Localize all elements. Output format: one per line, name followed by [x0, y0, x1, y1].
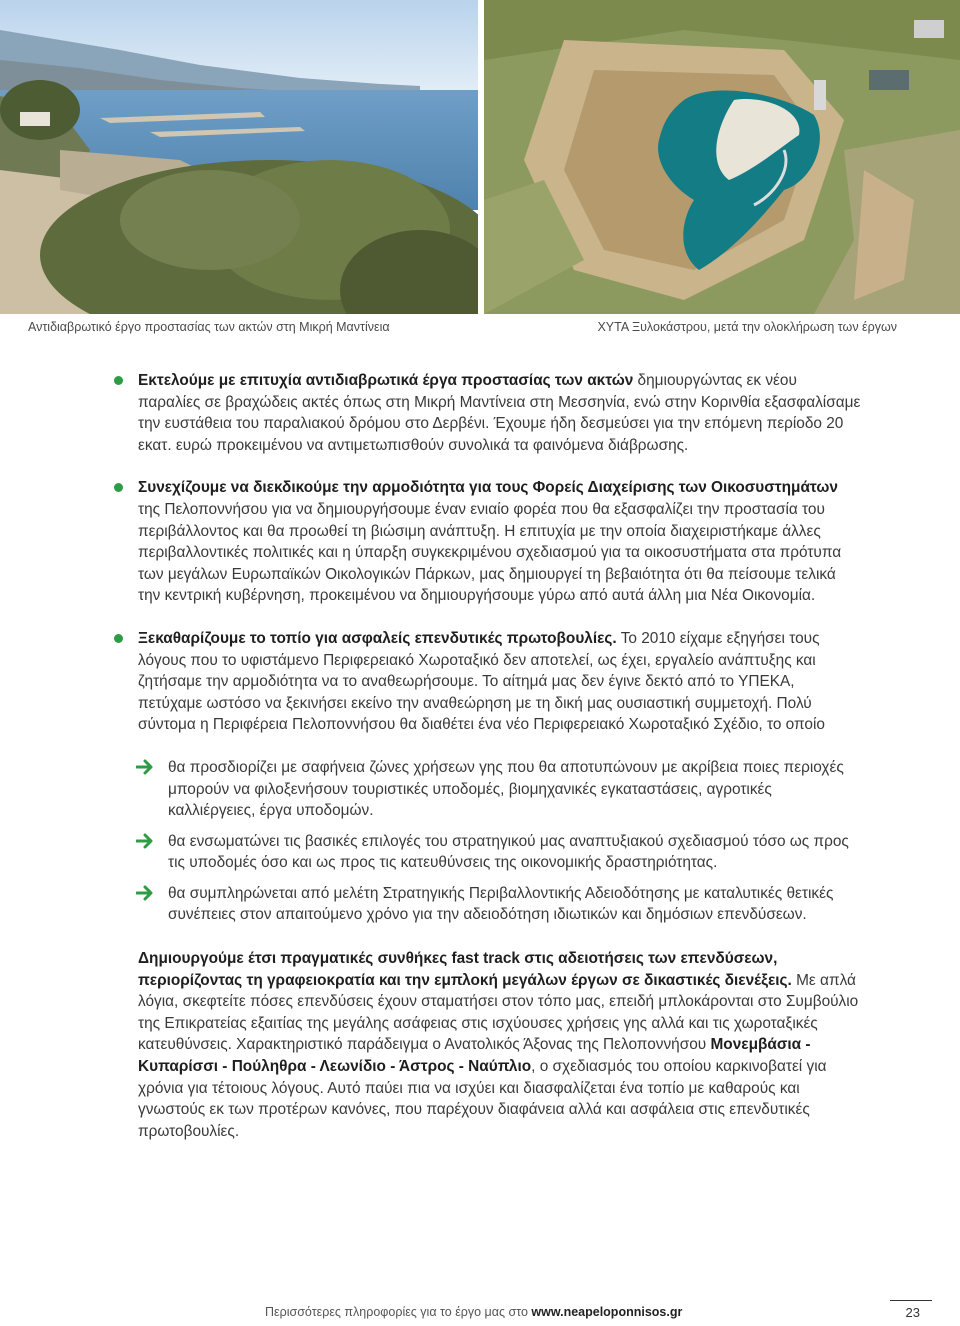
closing-bold-text: Δημιουργούμε έτσι πραγματικές συνθήκες fast track στις αδειοτήσεις των επενδύσεων, περιορίζοντας τη γραφειοκρατία και την εμπλοκή μεγάλων έργων σε δικαστικές διενέξεις.	[138, 950, 792, 989]
coastal-protection-photo	[0, 0, 478, 314]
page-number-rule	[890, 1300, 932, 1301]
page-number: 23	[905, 1305, 920, 1320]
arrow-item-text: θα ενσωματώνει τις βασικές επιλογές του στρατηγικού μας αναπτυξιακού σχεδιασμού τόσο ως προς τις υποδομές όσο και ως προς τις κατευθύνσεις της οικονομικής δραστηριότητας.	[168, 832, 849, 872]
bullet-dot-icon	[114, 483, 123, 492]
route-names: Μονεμβάσια - Κυπαρίσσι - Πούληθρα - Λεωνίδιο - Άστρος - Ναύπλιο	[138, 1036, 811, 1076]
bullet-text: δημιουργώντας εκ νέου παραλίες σε βραχώδεις ακτές όπως στη Μικρή Μαντίνεια στη Μεσσηνία, ενώ στην Κορινθία εξασφαλίσαμε την ευστάθεια του παραλιακού δρόμου στο Δερβένι. Έχουμε ήδη δεσμεύσει για την επόμενη περίοδο 20 εκατ. ευρώ προκειμένου να αντιμετωπισθούν συνολικά τα φαινόμενα διάβρωσης.	[138, 372, 861, 454]
arrow-list-item	[168, 883, 862, 926]
arrow-list	[138, 757, 862, 926]
bullet-text: της Πελοποννήσου για να δημιουργήσουμε έναν ενιαίο φορέα που θα εξασφαλίζει την προστασία του περιβάλλοντος και θα προωθεί τη βιώσιμη ανάπτυξη. Η επιτυχία με την οποία διαχειριστήκαμε άλλες περιβαλλοντικές πολιτικές και η ύπαρξη συγκεκριμένου σχεδιασμού για τα οικοσυστήματα στα πρότυπα των μεγάλων Ευρωπαϊκών Οικολογικών Πάρκων, μας δημιουργεί τη βεβαιότητα ότι θα πείσουμε τελικά την κεντρική κυβέρνηση, προκειμένου να δημιουργήσουμε γύρω από αυτά άλλη μια Νέα Οικονομία.	[138, 500, 842, 605]
bullet-dot-icon	[114, 634, 123, 643]
main-content	[138, 370, 862, 1163]
photo-caption-left: Αντιδιαβρωτικό έργο προστασίας των ακτών στη Μικρή Μαντίνεια	[28, 320, 390, 334]
footer-note	[265, 1305, 682, 1319]
closing-text-end: , ο σχεδιασμός του οποίου καρκινοβατεί για χρόνια για τέτοιους λόγους. Αυτό παύει πια να ισχύει και διασφαλίζεται ένα τοπίο με καθαρούς και γνωστούς εκ των προτέρων κανόνες, που παρέχουν διαφάνεια αλλά και ασφάλεια στις επενδυτικές πρωτοβουλίες.	[138, 1058, 827, 1140]
arrow-list-item	[168, 757, 862, 822]
bullet-bold-text: Ξεκαθαρίζουμε το τοπίο για ασφαλείς επενδυτικές πρωτοβουλίες.	[138, 629, 617, 647]
arrow-item-text: θα συμπληρώνεται από μελέτη Στρατηγικής Περιβαλλοντικής Αδειοδότησης με καταλυτικές θετικές συνέπειες στον απαιτούμενο χρόνο για την αδειοδότηση ιδιωτικών και δημόσιων επενδύσεων.	[168, 884, 834, 924]
closing-text: Με απλά λόγια, σκεφτείτε πόσες επενδύσεις έχουν σταματήσει στον τόπο μας, επειδή μπλοκάρονται στο Συμβούλιο της Επικρατείας εξαιτίας της μεγάλης ασάφειας στις ισχύουσες χρήσεις γης αλλά και τις χωροταξικές κατευθύνσεις. Χαρακτηριστικό παράδειγμα ο Ανατολικός Άξονας της Πελοποννήσου	[138, 971, 859, 1054]
bullet-paragraph	[138, 477, 862, 607]
bullet-text: Το 2010 είχαμε εξηγήσει τους λόγους που το υφιστάμενο Περιφερειακό Χωροταξικό δεν αποτελεί, ως έχει, εργαλείο ανάπτυξης και ζητήσαμε την αρμοδιότητα να το αναθεωρήσουμε. Το αίτημά μας δεν έγινε δεκτό από το ΥΠΕΚΑ, πετύχαμε ωστόσο να ξεκινήσει εκείνο την αναθεώρηση με τη δική μας ουσιαστική συμμετοχή. Πολύ σύντομα η Περιφέρεια Πελοποννήσου θα διαθέτει ένα νέο Περιφερειακό Χωροταξικό Σχέδιο, το οποίο	[138, 629, 825, 734]
arrow-list-item	[168, 831, 862, 874]
closing-paragraph	[138, 948, 862, 1142]
arrow-right-icon	[136, 884, 156, 902]
bullet-paragraph	[138, 370, 862, 456]
arrow-right-icon	[136, 832, 156, 850]
footer-text: Περισσότερες πληροφορίες για το έργο μας στο	[265, 1305, 532, 1319]
arrow-right-icon	[136, 758, 156, 776]
bullet-bold-text: Εκτελούμε με επιτυχία αντιδιαβρωτικά έργα προστασίας των ακτών	[138, 372, 634, 389]
photo-caption-right: ΧΥΤΑ Ξυλοκάστρου, μετά την ολοκλήρωση των έργων	[597, 320, 897, 334]
landfill-aerial-photo	[484, 0, 960, 314]
bullet-dot-icon	[114, 376, 123, 385]
bullet-bold-text: Συνεχίζουμε να διεκδικούμε την αρμοδιότητα για τους Φορείς Διαχείρισης των Οικοσυστημάτων	[138, 479, 838, 497]
bullet-paragraph	[138, 628, 862, 736]
arrow-item-text: θα προσδιορίζει με σαφήνεια ζώνες χρήσεων γης που θα αποτυπώνουν με ακρίβεια ποιες περιοχές μπορούν να φιλοξενήσουν τουριστικές υποδομές, βιομηχανικές εγκαταστάσεις, αγροτικές καλλιέργειες, έργα υποδομών.	[168, 758, 844, 820]
footer-link[interactable]: www.neapeloponnisos.gr	[531, 1305, 683, 1319]
